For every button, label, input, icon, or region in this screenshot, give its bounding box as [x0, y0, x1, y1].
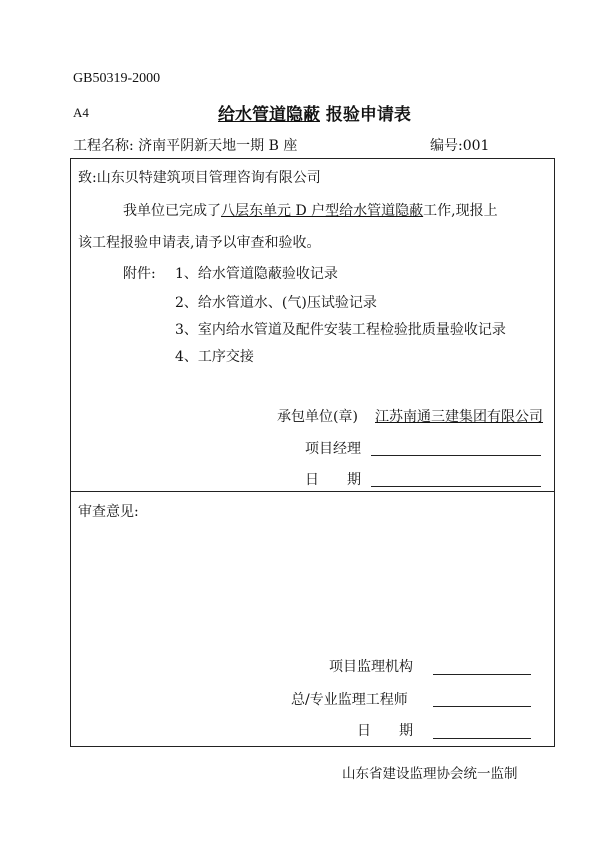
paper-size: A4	[73, 105, 89, 120]
project-name-row	[73, 135, 297, 155]
statement-prefix: 我单位已完成了	[123, 203, 221, 219]
manager-label: 项目经理	[305, 441, 361, 457]
title-form-name: 报验申请表	[325, 105, 411, 125]
attachment-item: 1、给水管道隐蔽验收记录	[175, 266, 338, 282]
review-date-line	[433, 738, 531, 739]
completion-statement	[123, 200, 498, 220]
supervision-org-line	[433, 674, 531, 675]
statement-suffix: 工作,现报上	[423, 203, 498, 219]
attachments-label: 附件:	[123, 266, 156, 282]
title-subject: 给水管道隐蔽	[218, 105, 320, 125]
review-date-label: 日 期	[357, 723, 413, 739]
standard-code: GB50319-2000	[73, 71, 161, 86]
application-section	[70, 158, 555, 492]
engineer-signature-line	[433, 706, 531, 707]
date-line	[371, 486, 541, 487]
supervising-engineer-label: 总/专业监理工程师	[291, 692, 408, 708]
contractor-label: 承包单位(章)	[277, 409, 358, 425]
attachment-item: 3、室内给水管道及配件安装工程检验批质量验收记录	[175, 322, 506, 338]
addressee: 致:山东贝特建筑项目管理咨询有限公司	[78, 170, 321, 186]
attachment-item: 4、工序交接	[175, 349, 254, 365]
manager-signature-line	[371, 455, 541, 456]
review-heading: 审查意见:	[78, 504, 139, 520]
attachment-item: 2、给水管道水、(气)压试验记录	[175, 295, 377, 311]
project-name: 济南平阴新天地一期 B 座	[138, 138, 298, 154]
supervision-org-label: 项目监理机构	[329, 659, 413, 675]
number-label: 编号:	[430, 138, 463, 154]
footer-issuer: 山东省建设监理协会统一监制	[342, 766, 518, 782]
statement-line-2: 该工程报验申请表,请予以审查和验收。	[78, 235, 321, 251]
form-title	[210, 100, 411, 125]
work-item: 八层东单元 D 户型给水管道隐蔽	[221, 203, 424, 219]
review-section	[70, 491, 555, 747]
number-value: 001	[462, 138, 490, 154]
contractor-value: 江苏南通三建集团有限公司	[375, 409, 543, 425]
date-label: 日 期	[305, 472, 361, 488]
form-number	[430, 135, 489, 155]
project-label: 工程名称:	[73, 138, 134, 154]
